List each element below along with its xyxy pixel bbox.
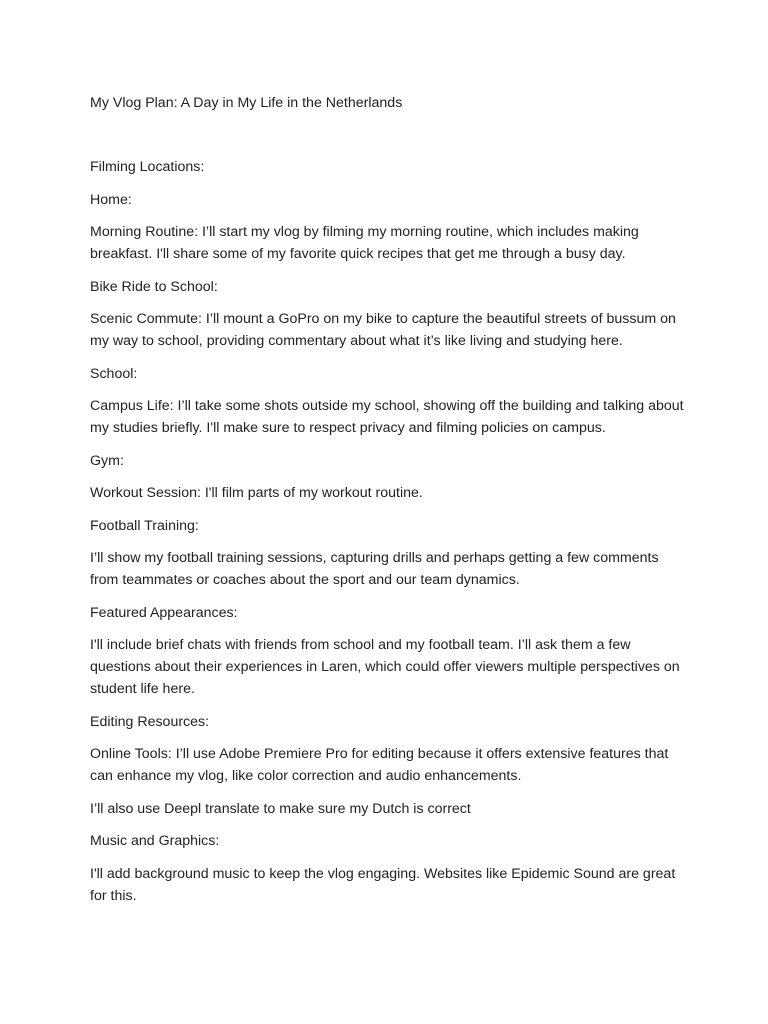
document-title: My Vlog Plan: A Day in My Life in the Netherlands: [90, 95, 403, 111]
subheading-gym: Gym:: [90, 452, 124, 469]
paragraph-background-music: I'll add background music to keep the vlog engaging. Websites like Epidemic Sound are great for this.: [90, 865, 676, 904]
paragraph-workout-session: Workout Session: I'll film parts of my workout routine.: [90, 485, 423, 501]
subheading-music-graphics: Music and Graphics:: [90, 833, 220, 849]
paragraph-campus-life: Campus Life: I’ll take some shots outside my school, showing off the building and talking about my studies briefly. I'll make sure to respect privacy and filming policies on campus.: [90, 398, 684, 436]
subheading-bike-ride: Bike Ride to School:: [90, 278, 218, 295]
section-heading-filming-locations: Filming Locations:: [90, 159, 205, 175]
document-page: [90, 92, 690, 917]
section-heading-editing-resources: Editing Resources:: [90, 713, 210, 730]
subheading-featured-appearances: Featured Appearances:: [90, 604, 238, 621]
subheading-home: Home:: [90, 191, 132, 208]
subheading-school: School:: [90, 365, 138, 382]
paragraph-football-training: I’ll show my football training sessions, capturing drills and perhaps getting a few comments from teammates or coaches about the sport and our team dynamics.: [90, 550, 659, 588]
paragraph-featured-appearances: I'll include brief chats with friends from school and my football team. I’ll ask them a few questions about their experiences in Laren, which could offer viewers multiple perspectives on student life here.: [90, 637, 680, 697]
paragraph-deepl: I’ll also use Deepl translate to make sure my Dutch is correct: [90, 800, 471, 817]
subheading-football-training: Football Training:: [90, 517, 199, 534]
paragraph-scenic-commute: Scenic Commute: I’ll mount a GoPro on my bike to capture the beautiful streets of bussum on my way to school, providing commentary about what it’s like living and studying here.: [90, 311, 676, 349]
paragraph-morning-routine: Morning Routine: I’ll start my vlog by filming my morning routine, which includes making breakfast. I'll share some of my favorite quick recipes that get me through a busy day.: [90, 224, 639, 262]
paragraph-online-tools: Online Tools: I’ll use Adobe Premiere Pro for editing because it offers extensive features that can enhance my vlog, like color correction and audio enhancements.: [90, 746, 669, 784]
